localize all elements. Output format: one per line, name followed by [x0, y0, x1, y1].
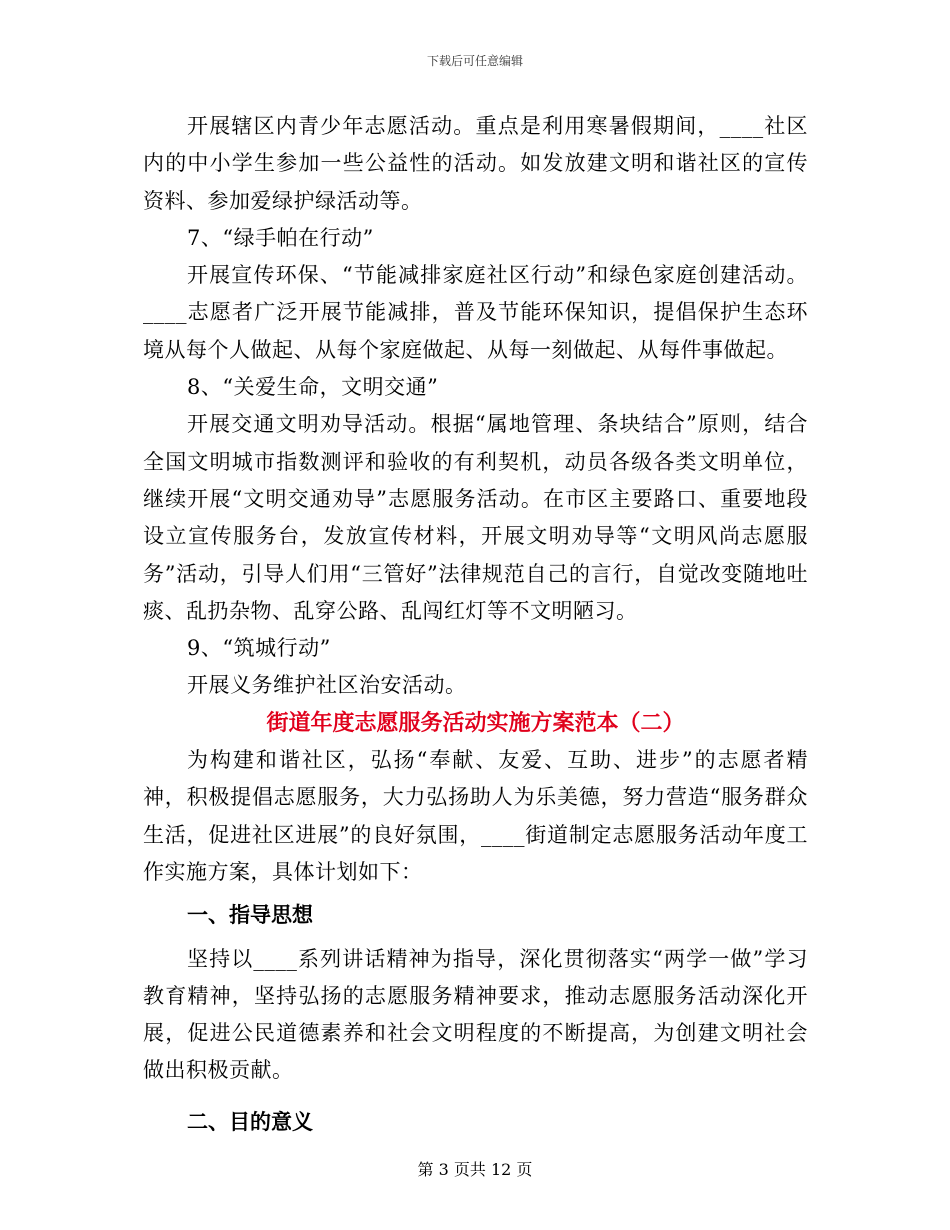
paragraph: 坚持以____系列讲话精神为指导，深化贯彻落实“两学一做”学习教育精神，坚持弘扬的志愿服务精神要求，推动志愿服务活动深化开展，促进公民道德素养和社会文明程度的不断提高，为创建文明社会做出积极贡献。 — [143, 946, 808, 1083]
page-footer: 第 3 页共 12 页 — [417, 1160, 533, 1179]
paragraph: 开展义务维护社区治安活动。 — [187, 673, 467, 698]
section-title: 街道年度志愿服务活动实施方案范本（二） — [266, 710, 685, 736]
document-body — [143, 108, 808, 1141]
paragraph: 开展宣传环保、“节能减排家庭社区行动”和绿色家庭创建活动。____志愿者广泛开展节能减排，普及节能环保知识，提倡保护生态环境从每个人做起、从每个家庭做起、从每一刻做起、从每件事做起。 — [143, 263, 808, 362]
page-header: 下载后可任意编辑 — [426, 54, 523, 68]
item-heading-9: 9、“筑城行动” — [187, 636, 331, 661]
subheading-guiding-ideology: 一、指导思想 — [187, 903, 313, 928]
item-heading-8: 8、“关爱生命，文明交通” — [187, 375, 439, 400]
subheading-purpose: 二、目的意义 — [187, 1109, 313, 1134]
paragraph: 为构建和谐社区，弘扬“奉献、友爱、互助、进步”的志愿者精神，积极提倡志愿服务，大力弘扬助人为乐美德，努力营造“服务群众生活，促进社区进展”的良好氛围，____街道制定志愿服务活动年度工作实施方案，具体计划如下： — [143, 748, 808, 884]
paragraph: 开展辖区内青少年志愿活动。重点是利用寒暑假期间，____社区内的中小学生参加一些公益性的活动。如发放建文明和谐社区的宣传资料、参加爱绿护绿活动等。 — [143, 114, 808, 213]
item-heading-7: 7、“绿手帕在行动” — [187, 225, 374, 250]
paragraph: 开展交通文明劝导活动。根据“属地管理、条块结合”原则，结合全国文明城市指数测评和验收的有利契机，动员各级各类文明单位，继续开展“文明交通劝导”志愿服务活动。在市区主要路口、重要地段设立宣传服务台，发放宣传材料，开展文明劝导等“文明风尚志愿服务”活动，引导人们用“三管好”法律规范自己的言行，自觉改变随地吐痰、乱扔杂物、乱穿公路、乱闯红灯等不文明陋习。 — [143, 412, 808, 623]
